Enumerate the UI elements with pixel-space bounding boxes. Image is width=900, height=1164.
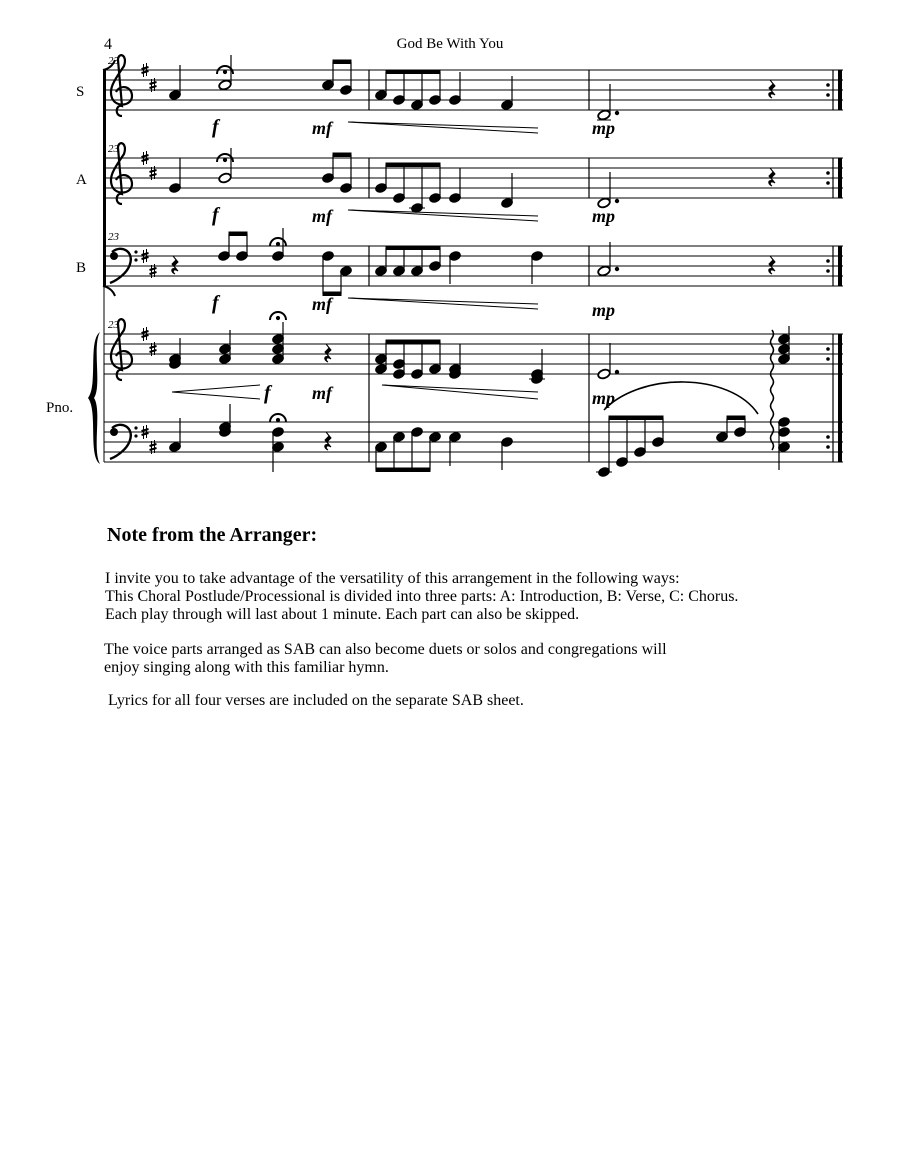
staff-label-baritone: B (76, 260, 87, 276)
paragraph-line: Lyrics for all four verses are included on the separate SAB sheet. (108, 692, 524, 709)
paragraph-line: enjoy singing along with this familiar hymn. (104, 659, 389, 676)
dynamic-forte: f (212, 204, 219, 226)
music-score (0, 0, 900, 480)
dynamic-mezzo-piano: mp (592, 300, 616, 320)
dynamic-mezzo-piano: mp (592, 388, 616, 408)
dynamic-mezzo-forte: mf (312, 206, 332, 226)
piano-brace (88, 332, 100, 464)
page-number: 4 (104, 36, 112, 53)
dynamic-mezzo-forte: mf (312, 294, 332, 314)
staff-label-soprano: S (76, 84, 85, 100)
measure-number: 23 (108, 143, 119, 155)
measure-number: 23 (108, 55, 119, 67)
decrescendo-hairpin (348, 298, 538, 309)
decrescendo-hairpin (348, 210, 538, 221)
dynamic-mezzo-piano: mp (592, 206, 616, 226)
decrescendo-hairpin (348, 122, 538, 133)
dynamic-mezzo-forte: mf (312, 118, 332, 138)
dynamic-mezzo-forte: mf (312, 383, 332, 403)
paragraph-line: The voice parts arranged as SAB can also become duets or solos and congregations will (104, 641, 667, 658)
dynamic-mezzo-piano: mp (592, 118, 616, 138)
arranger-note-heading: Note from the Arranger: (107, 524, 318, 546)
staff-label-piano: Pno. (46, 400, 74, 416)
dynamic-forte: f (212, 292, 219, 314)
crescendo-hairpin (172, 385, 260, 399)
staff-label-alto: A (76, 172, 87, 188)
paragraph-line: This Choral Postlude/Processional is divided into three parts: A: Introduction, B: Verse, C: Chorus. (105, 588, 739, 605)
arranger-note-paragraph (104, 641, 667, 677)
page-title: God Be With You (396, 36, 504, 52)
dynamic-forte: f (212, 116, 219, 138)
piano-left-hand-notes (168, 404, 790, 478)
arranger-note-paragraph (105, 570, 738, 624)
paragraph-line: I invite you to take advantage of the versatility of this arrangement in the following ways: (105, 570, 680, 587)
dynamic-forte: f (264, 382, 271, 404)
arranger-note-paragraph (108, 692, 524, 710)
key-signature (142, 63, 157, 454)
paragraph-line: Each play through will last about 1 minute. Each part can also be skipped. (105, 606, 580, 623)
measure-number: 23 (108, 231, 119, 243)
decrescendo-hairpin (382, 385, 538, 399)
baritone-notes (172, 228, 775, 296)
measure-number: 23 (108, 319, 119, 331)
soprano-notes (168, 55, 775, 121)
slur (604, 382, 758, 414)
